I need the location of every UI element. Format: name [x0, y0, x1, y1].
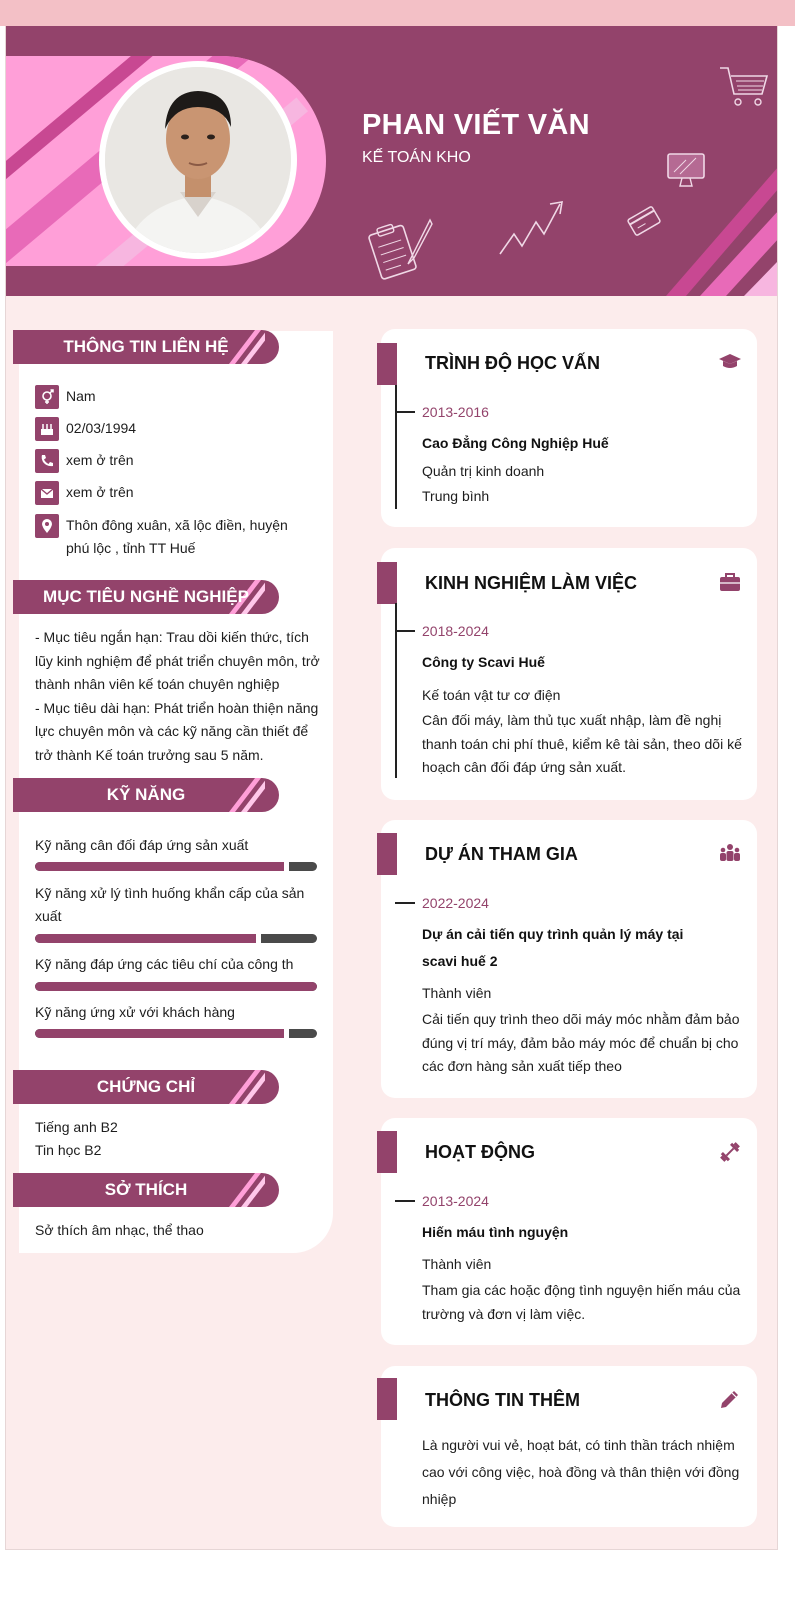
projects-role: Thành viên	[422, 985, 492, 1001]
certificate-item: Tin học B2	[35, 1142, 102, 1158]
candidate-name: PHAN VIẾT VĂN	[362, 109, 590, 141]
experience-description: Cân đối máy, làm thủ tục xuất nhập, làm đề nghị thanh toán chi phí thuê, kiểm kê tài sản, theo dõi kế hoạch cân đối đáp ứng sản xuất.	[422, 712, 742, 775]
skill-bar	[35, 934, 317, 943]
projects-heading: DỰ ÁN THAM GIA	[425, 844, 578, 864]
timeline-line	[395, 385, 397, 509]
gender-value: Nam	[66, 388, 96, 404]
gender-icon	[35, 385, 59, 409]
education-grade: Trung bình	[422, 488, 490, 504]
contact-heading: THÔNG TIN LIÊN HỆ	[13, 330, 279, 364]
additional-heading: THÔNG TIN THÊM	[425, 1390, 580, 1410]
section-tab	[377, 1131, 397, 1173]
projects-years: 2022-2024	[422, 895, 489, 911]
avatar	[105, 67, 291, 253]
education-years: 2013-2016	[422, 404, 489, 420]
experience-position: Kế toán vật tư cơ điện	[422, 687, 561, 703]
section-tab	[377, 562, 397, 604]
hobbies-text: Sở thích âm nhạc, thể thao	[35, 1222, 204, 1238]
education-school: Cao Đẳng Công Nghiệp Huế	[422, 435, 609, 451]
pencil-icon	[718, 1387, 742, 1411]
clipboard-pen-icon	[364, 216, 436, 280]
additional-text: Là người vui vẻ, hoạt bát, có tinh thần trách nhiệm cao với công việc, hoà đồng và thân thiện với đồng nhiệp	[422, 1437, 740, 1507]
section-tab	[377, 1378, 397, 1420]
hobbies-heading: SỞ THÍCH	[13, 1173, 279, 1207]
graduation-cap-icon	[718, 350, 742, 374]
skill-bar	[35, 1029, 317, 1038]
phone-icon	[35, 449, 59, 473]
dumbbell-icon	[718, 1140, 742, 1164]
skills-heading: KỸ NĂNG	[13, 778, 279, 812]
experience-years: 2018-2024	[422, 623, 489, 639]
timeline-tick	[395, 1200, 415, 1202]
timeline-tick	[395, 630, 415, 632]
location-pin-icon	[35, 514, 59, 538]
skill-bar-fill	[35, 934, 261, 943]
objective-text: - Mục tiêu ngắn hạn: Trau dồi kiến thức, tích lũy kinh nghiệm để phát triển chuyên môn, trở thành nhân viên kế toán chuyên nghiệp - Mục tiêu dài hạn: Phát triển hoàn thiện năng lực chuyên môn và các kỹ năng cần thiết để trở thành Kế toán trưởng sau 5 năm.	[35, 629, 320, 763]
skill-bar-fill	[35, 862, 289, 871]
objective-heading: MỤC TIÊU NGHỀ NGHIỆP	[13, 580, 279, 614]
header-stripes	[626, 126, 778, 296]
activities-heading: HOẠT ĐỘNG	[425, 1142, 535, 1162]
skill-label: Kỹ năng ứng xử với khách hàng	[35, 1004, 235, 1020]
job-title: KẾ TOÁN KHO	[362, 149, 471, 166]
email-value: xem ở trên	[66, 484, 134, 500]
education-heading: TRÌNH ĐỘ HỌC VẤN	[425, 353, 600, 373]
activities-description: Tham gia các hoặc động tình nguyện hiến máu của trường và đơn vị làm việc.	[422, 1282, 741, 1322]
heading-stripes	[215, 1070, 265, 1104]
heading-stripes	[215, 1173, 265, 1207]
timeline-tick	[395, 902, 415, 904]
skill-label: Kỹ năng cân đối đáp ứng sản xuất	[35, 837, 249, 853]
certificate-item: Tiếng anh B2	[35, 1119, 118, 1135]
skill-bar-fill	[35, 982, 317, 991]
projects-name: Dự án cải tiến quy trình quản lý máy tại scavi huế 2	[422, 926, 684, 969]
activities-years: 2013-2024	[422, 1193, 489, 1209]
contact-birthday-row	[35, 417, 296, 441]
briefcase-icon	[718, 570, 742, 594]
phone-value: xem ở trên	[66, 452, 134, 468]
activities-role: Thành viên	[422, 1256, 492, 1272]
skill-label: Kỹ năng xử lý tình huống khẩn cấp của sản xuất	[35, 885, 305, 924]
activities-name: Hiến máu tình nguyện	[422, 1224, 569, 1240]
top-strip	[0, 0, 795, 26]
skill-bar-fill	[35, 1029, 289, 1038]
contact-email-row	[35, 481, 296, 505]
education-major: Quản trị kinh doanh	[422, 463, 545, 479]
birthday-cake-icon	[35, 417, 59, 441]
team-icon	[718, 841, 742, 865]
certificates-heading: CHỨNG CHỈ	[13, 1070, 279, 1104]
birthday-value: 02/03/1994	[66, 420, 137, 436]
experience-company: Công ty Scavi Huế	[422, 654, 545, 670]
projects-description: Cải tiến quy trình theo dõi máy móc nhằm đảm bảo đúng vị trí máy, đảm bảo máy móc để chuẩn bị cho các đơn hàng sản xuất tiếp theo	[422, 1011, 740, 1074]
timeline-tick	[395, 411, 415, 413]
contact-gender-row	[35, 385, 296, 409]
contact-address-row	[35, 514, 296, 560]
skill-bar	[35, 982, 317, 991]
experience-heading: KINH NGHIỆM LÀM VIỆC	[425, 573, 638, 593]
header-banner	[6, 26, 778, 296]
section-tab	[377, 343, 397, 385]
heading-stripes	[215, 778, 265, 812]
section-tab	[377, 833, 397, 875]
skill-bar	[35, 862, 317, 871]
address-value: Thôn đông xuân, xã lộc điền, huyện phú lộc , tỉnh TT Huế	[66, 517, 288, 556]
trend-chart-icon	[496, 198, 566, 258]
email-icon	[35, 481, 59, 505]
shopping-cart-icon	[718, 64, 770, 110]
contact-phone-row	[35, 449, 296, 473]
skill-label: Kỹ năng đáp ứng các tiêu chí của công th	[35, 956, 294, 972]
